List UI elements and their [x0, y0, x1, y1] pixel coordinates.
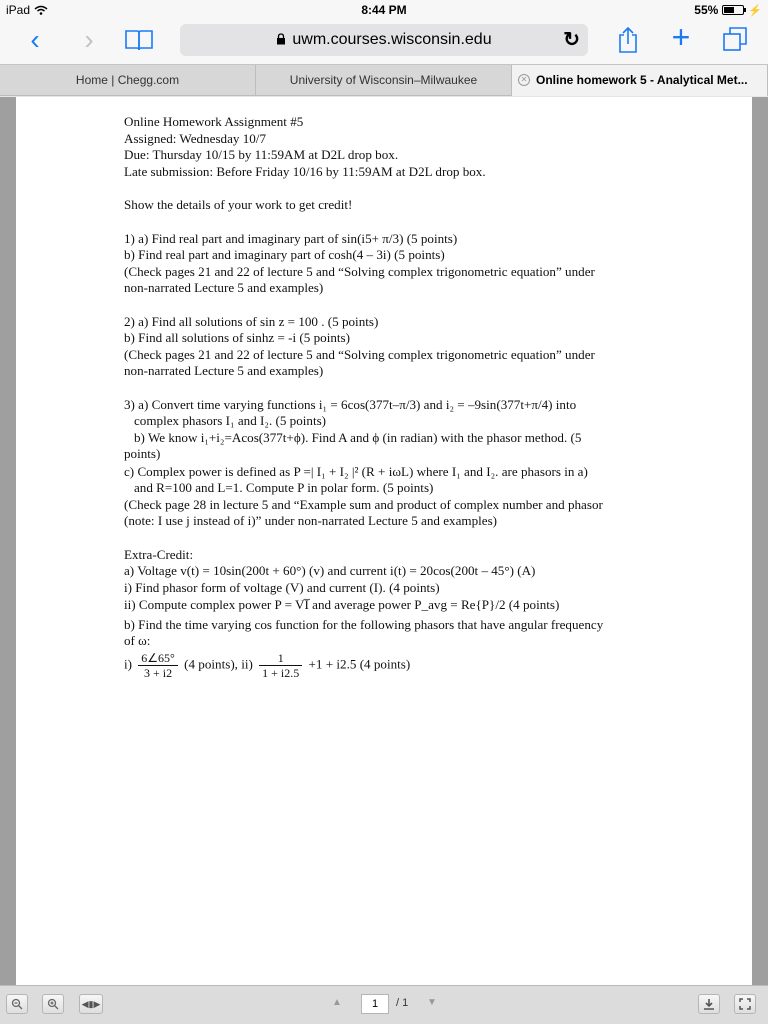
last-mid: (4 points), ii): [184, 656, 253, 671]
bookmarks-button[interactable]: [124, 28, 154, 58]
tab-label: Online homework 5 - Analytical Met...: [536, 73, 748, 87]
zoom-in-button[interactable]: [42, 994, 64, 1014]
q1-line: non-narrated Lecture 5 and examples): [124, 280, 324, 295]
status-bar: [0, 0, 768, 20]
tab-uwm[interactable]: [256, 65, 512, 96]
fullscreen-button[interactable]: [734, 994, 756, 1014]
late-submission: Late submission: Before Friday 10/16 by 11:59AM at D2L drop box.: [124, 163, 486, 179]
q3-line: 3) a) Convert time varying functions i₁ = 6cos(377t–π/3) and i₂ = –9sin(377t+π/4) into: [124, 396, 577, 412]
charging-icon: ⚡: [748, 4, 762, 17]
device-label: iPad: [6, 3, 31, 17]
extra-line: Extra-Credit:: [124, 546, 194, 562]
browser-toolbar: [0, 20, 768, 64]
new-tab-button[interactable]: +: [671, 19, 691, 55]
instruction: Show the details of your work to get credit!: [124, 197, 353, 212]
zoom-out-icon: [11, 998, 23, 1010]
q2-line: non-narrated Lecture 5 and examples): [124, 363, 324, 378]
due-date: Due: Thursday 10/15 by 11:59AM at D2L drop box.: [124, 147, 399, 162]
extra-line: i) Find phasor form of voltage (V) and current (I). (4 points): [124, 579, 440, 595]
tab-bar: [0, 64, 768, 96]
tabs-overview-button[interactable]: [720, 26, 750, 56]
homework-document: [124, 114, 664, 680]
fit-width-button[interactable]: [79, 994, 103, 1014]
tab-label: Home | Chegg.com: [75, 73, 180, 87]
extra-line: of ω:: [124, 633, 151, 648]
extra-line: ii) Compute complex power P = VI̅ and average power P_avg = Re{P}/2 (4 points): [124, 597, 560, 612]
q3-line: complex phasors I₁ and I₂. (5 points): [134, 413, 327, 428]
fraction-1-den: 3 + i2: [144, 665, 173, 680]
last-suffix: +1 + i2.5 (4 points): [308, 656, 411, 671]
pdf-viewer: [0, 97, 768, 985]
q2-line: b) Find all solutions of sinhz = -i (5 points): [124, 330, 350, 345]
tab-label: University of Wisconsin–Milwaukee: [289, 73, 478, 87]
clock: 8:44 PM: [361, 3, 407, 17]
reload-icon[interactable]: ↻: [563, 29, 580, 51]
tab-chegg[interactable]: [0, 65, 256, 96]
q3-line: c) Complex power is defined as P =| I₁ + I₂ |² (R + iωL) where I₁ and I₂. are phasors in a): [124, 463, 588, 479]
forward-button[interactable]: ›: [84, 24, 94, 55]
lock-icon: [276, 33, 286, 45]
q3-line: (note: I use j instead of i)” under non-narrated Lecture 5 and examples): [124, 513, 498, 528]
battery-percent: 55%: [694, 3, 719, 17]
q3-line: points): [124, 446, 161, 461]
url-text: uwm.courses.wisconsin.edu: [292, 31, 492, 48]
tab-homework[interactable]: [512, 65, 768, 96]
address-bar[interactable]: [180, 24, 588, 56]
share-button[interactable]: [613, 26, 643, 56]
q3-line: (Check page 28 in lecture 5 and “Example sum and product of complex number and phasor: [124, 496, 603, 512]
extra-line: a) Voltage v(t) = 10sin(200t + 60°) (v) and current i(t) = 20cos(200t – 45°) (A): [124, 563, 536, 578]
fraction-2: [259, 651, 302, 680]
zoom-in-icon: [47, 998, 59, 1010]
zoom-out-button[interactable]: [6, 994, 28, 1014]
battery-icon: [722, 5, 744, 15]
pdf-toolbar: [0, 985, 768, 1024]
fit-width-icon: ◀▮▶: [81, 999, 101, 1009]
q3-line: and R=100 and L=1. Compute P in polar form. (5 points): [134, 480, 434, 495]
fraction-1: [138, 651, 178, 680]
next-page-icon[interactable]: ▼: [427, 997, 437, 1008]
q2-line: (Check pages 21 and 22 of lecture 5 and “Solving complex trigonometric equation” under: [124, 346, 595, 362]
fraction-2-den: 1 + i2.5: [262, 665, 300, 680]
fraction-2-num: 1: [259, 651, 302, 666]
prev-page-icon[interactable]: ▲: [332, 997, 342, 1008]
fullscreen-icon: [739, 998, 751, 1010]
q1-line: 1) a) Find real part and imaginary part of sin(i5+ π/3) (5 points): [124, 230, 458, 246]
download-icon: [703, 998, 715, 1010]
q1-line: b) Find real part and imaginary part of cosh(4 – 3i) (5 points): [124, 247, 445, 262]
assigned-date: Assigned: Wednesday 10/7: [124, 130, 266, 146]
page-total: / 1: [396, 997, 409, 1009]
pdf-page: [16, 97, 752, 985]
last-line: [124, 651, 664, 680]
tabs-icon: [722, 26, 748, 52]
download-button[interactable]: [698, 994, 720, 1014]
share-icon: [616, 26, 640, 54]
q1-line: (Check pages 21 and 22 of lecture 5 and “Solving complex trigonometric equation” under: [124, 263, 595, 279]
close-tab-icon[interactable]: ✕: [518, 74, 530, 86]
extra-line: b) Find the time varying cos function for the following phasors that have angular frequency: [124, 616, 604, 632]
q2-line: 2) a) Find all solutions of sin z = 100 . (5 points): [124, 313, 379, 329]
doc-title: Online Homework Assignment #5: [124, 114, 304, 129]
fraction-1-num: 6∠65°: [138, 651, 178, 666]
q3-line: b) We know i₁+i₂=Acos(377t+ϕ). Find A and ϕ (in radian) with the phasor method. (5: [134, 429, 582, 445]
last-prefix: i): [124, 656, 132, 671]
book-icon: [124, 28, 154, 52]
page-number-input[interactable]: 1: [361, 994, 389, 1014]
back-button[interactable]: ‹: [30, 24, 40, 55]
